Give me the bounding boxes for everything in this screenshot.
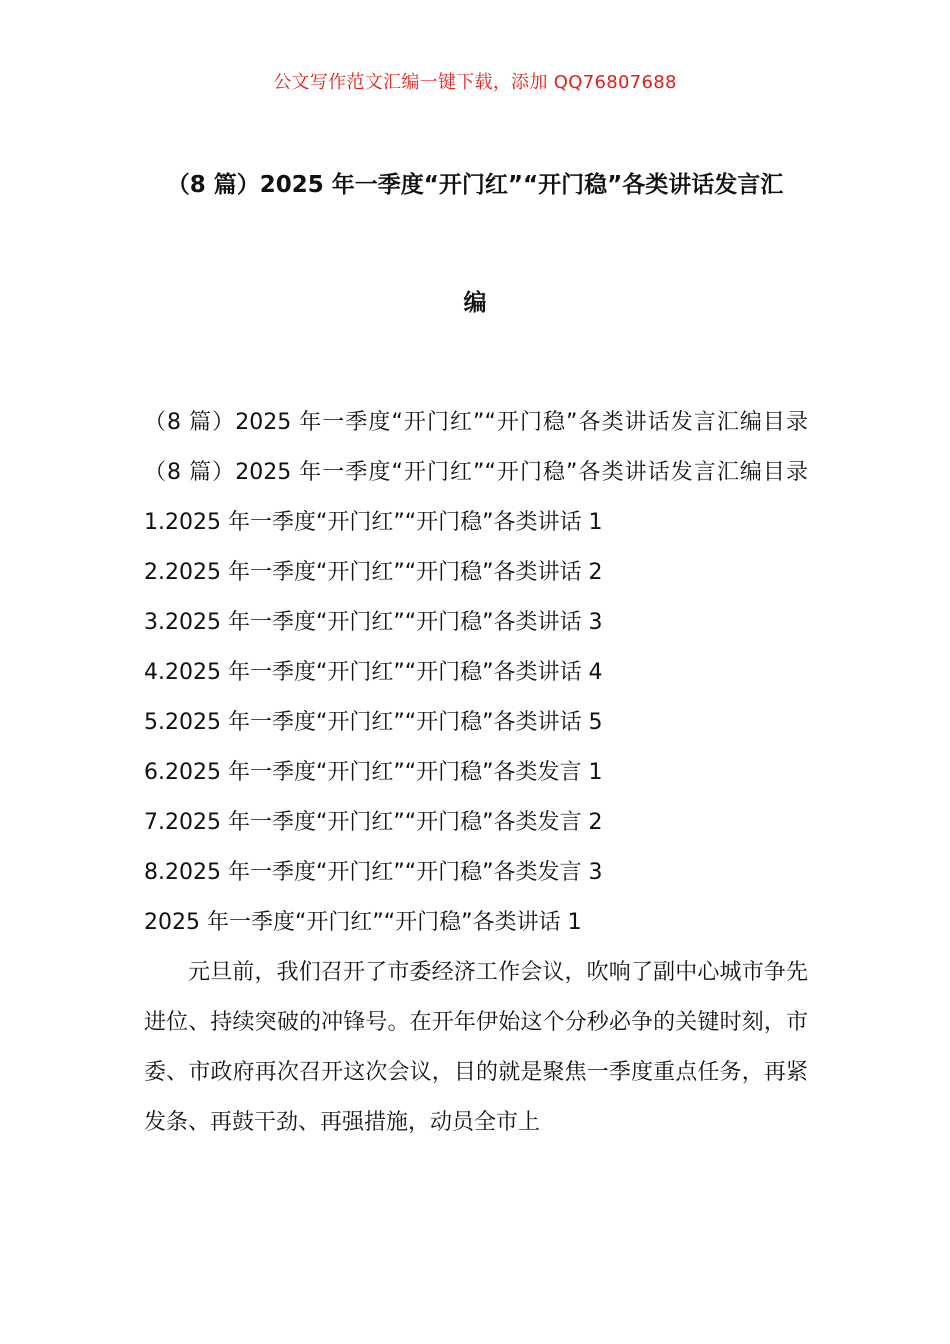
document-title-line-1: （8 篇）2025 年一季度“开门红”“开门稳”各类讲话发言汇 [166, 172, 784, 198]
section-heading: 2025 年一季度“开门红”“开门稳”各类讲话 1 [144, 910, 582, 935]
toc-item: 5.2025 年一季度“开门红”“开门稳”各类讲话 5 [144, 710, 603, 735]
body-paragraph: 元旦前，我们召开了市委经济工作会议，吹响了副中心城市争先进位、持续突破的冲锋号。在开年伊始这个分秒必争的关键时刻，市委、市政府再次召开这次会议，目的就是聚焦一季度重点任务，再紧发条、再鼓干劲、再强措施，动员全市上 [144, 960, 808, 1135]
toc-item: 4.2025 年一季度“开门红”“开门稳”各类讲话 4 [144, 660, 603, 685]
download-promo-note: 公文写作范文汇编一键下载，添加 QQ76807688 [273, 72, 677, 93]
toc-item: 8.2025 年一季度“开门红”“开门稳”各类发言 3 [144, 860, 603, 885]
toc-item: 2.2025 年一季度“开门红”“开门稳”各类讲话 2 [144, 560, 603, 585]
document-body [144, 398, 808, 1148]
toc-intro: （8 篇）2025 年一季度“开门红”“开门稳”各类讲话发言汇编目录（8 篇）2025 年一季度“开门红”“开门稳”各类讲话发言汇编目录 1.2025 年一季度“开门红”“开门稳”各类讲话 1 [144, 410, 808, 535]
toc-item: 6.2025 年一季度“开门红”“开门稳”各类发言 1 [144, 760, 603, 785]
toc-item: 7.2025 年一季度“开门红”“开门稳”各类发言 2 [144, 810, 603, 835]
toc-item: 3.2025 年一季度“开门红”“开门稳”各类讲话 3 [144, 610, 603, 635]
document-title-line-2: 编 [463, 290, 487, 316]
